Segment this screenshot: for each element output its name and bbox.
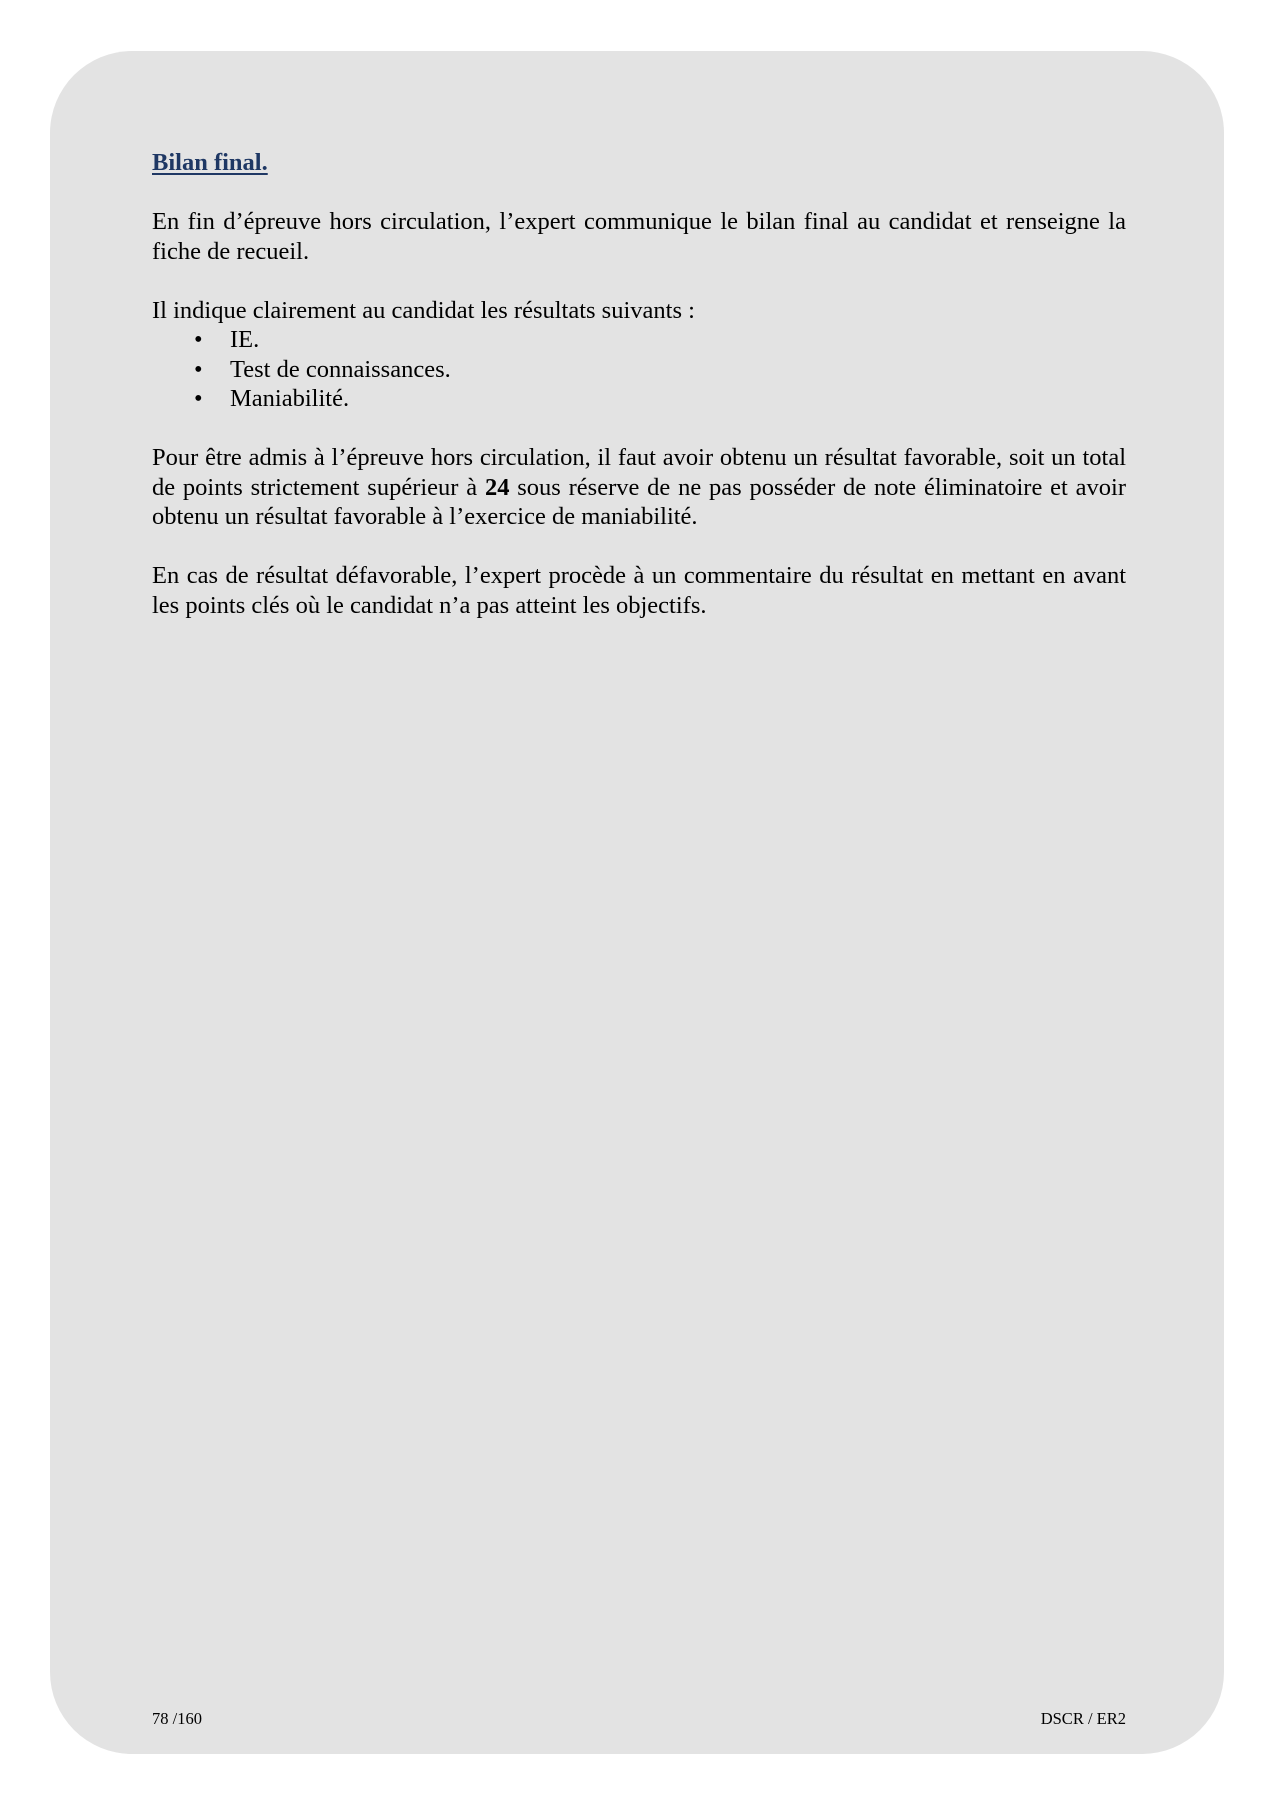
list-item-label: IE. [230, 326, 260, 353]
list-item [152, 384, 1126, 414]
list-item [152, 355, 1126, 385]
unfavorable-paragraph: En cas de résultat défavorable, l’expert procède à un commentaire du résultat en mettant en avant les points clés où le candidat n’a pas atteint les objectifs. [152, 562, 1126, 619]
admission-text-start: Pour être admis à l’épreuve hors circulation, il faut avoir obtenu un résultat favorable, soit un total de points strictement supérieur à [152, 444, 1126, 501]
bullet-icon: • [194, 385, 203, 412]
list-item-label: Maniabilité. [230, 385, 350, 412]
results-intro-paragraph: Il indique clairement au candidat les résultats suivants : [152, 296, 695, 324]
section-title: Bilan final. [152, 149, 268, 176]
page-number: 78 /160 [152, 1709, 202, 1728]
intro-paragraph: En fin d’épreuve hors circulation, l’expert communique le bilan final au candidat et renseigne la fiche de recueil. [152, 208, 1126, 265]
bullet-icon: • [194, 355, 203, 383]
document-reference: DSCR / ER2 [1040, 1709, 1126, 1728]
list-item-label: Test de connaissances. [230, 355, 451, 383]
admission-text-end: sous réserve de ne pas posséder de note éliminatoire et avoir obtenu un résultat favorable à l’exercice de maniabilité. [152, 473, 1126, 530]
page-content [152, 148, 1126, 620]
admission-threshold: 24 [484, 473, 510, 501]
bullet-icon: • [194, 326, 203, 353]
list-item [152, 325, 1126, 355]
admission-paragraph [152, 443, 1126, 532]
results-list [152, 325, 1126, 414]
